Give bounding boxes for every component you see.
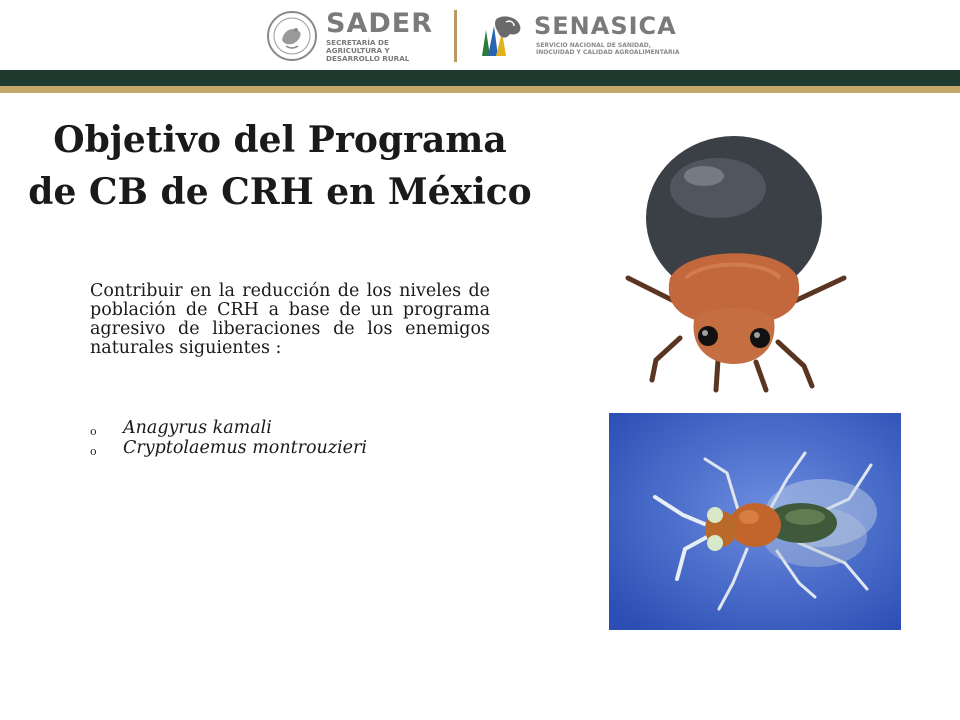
senasica-logo-subtitle	[536, 42, 706, 56]
sader-subtitle-line: DESARROLLO RURAL	[326, 54, 410, 63]
list-item	[90, 418, 510, 438]
mexico-seal-icon	[266, 10, 318, 62]
slide-title-line: Objetivo del Programa	[53, 119, 507, 161]
sader-logo-name: SADER	[326, 8, 433, 39]
beetle-photo	[608, 128, 856, 400]
header-band-gold	[0, 86, 960, 93]
species-name: Cryptolaemus montrouzieri	[123, 438, 367, 458]
header-band-dark	[0, 70, 960, 86]
senasica-logo-icon	[476, 12, 526, 62]
senasica-subtitle-line: INOCUIDAD Y CALIDAD AGROALIMENTARIA	[536, 49, 680, 56]
objective-paragraph: Contribuir en la reducción de los niveles de población de CRH a base de un programa agresivo de liberaciones de los enemigos naturales siguientes :	[90, 281, 490, 358]
slide-title-line: de CB de CRH en México	[28, 171, 532, 213]
header-logos	[262, 6, 702, 64]
bullet-icon: o	[90, 445, 97, 458]
header	[0, 0, 960, 96]
sader-subtitle-line: SECRETARÍA DE	[326, 38, 389, 47]
senasica-logo-name: SENASICA	[534, 12, 677, 40]
wasp-photo	[609, 413, 901, 630]
species-name: Anagyrus kamali	[123, 418, 272, 438]
logo-divider	[454, 10, 457, 62]
bullet-icon: o	[90, 425, 97, 438]
species-list	[90, 418, 510, 458]
sader-logo-subtitle	[326, 39, 426, 63]
list-item	[90, 438, 510, 458]
senasica-subtitle-line: SERVICIO NACIONAL DE SANIDAD,	[536, 42, 651, 49]
sader-subtitle-line: AGRICULTURA Y	[326, 46, 390, 55]
slide-title	[0, 114, 560, 218]
